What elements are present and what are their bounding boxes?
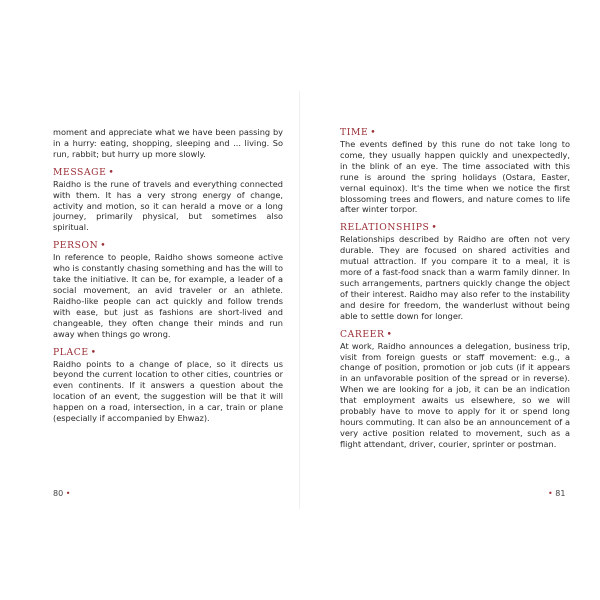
heading-bullet: • <box>386 328 393 340</box>
heading-text: PLACE <box>53 346 89 358</box>
heading-text: TIME <box>340 127 369 138</box>
heading-bullet: • <box>100 240 107 252</box>
folio-bullet: • <box>548 489 553 498</box>
section-body-relationships: Relationships described by Raidho are often not very durable. They are focused on shared activities and mutual attraction. If you compare it to a meal, it is more of a fast-food snack than a warm family dinner. In such arrangements, partners quickly change the object of their interest. Raidho may also refer to the instability and desire for freedom, the wanderlust without being able to settle down for longer. <box>340 234 570 321</box>
section-body-person: In reference to people, Raidho shows someone active who is constantly chasing something and has the will to take the initiative. It can be, for example, a leader of a social movement, an avid traveler or an athlete. Raidho-like people can act quickly and follow trends with ease, but just as fashions are short-lived and changeable, they often change their minds and run away when things go wrong. <box>53 252 283 339</box>
section-heading-relationships <box>340 222 570 233</box>
heading-bullet: • <box>370 127 377 138</box>
left-page <box>53 127 283 431</box>
heading-text: CAREER <box>340 328 385 340</box>
heading-text: RELATIONSHIPS <box>340 222 430 234</box>
left-intro-paragraph: moment and appreciate what we have been passing by in a hurry: eating, shopping, sleeping and ... living. So run, rabbit; but hurry up more slowly. <box>53 127 283 159</box>
section-heading-person <box>53 240 283 251</box>
right-page <box>340 127 570 457</box>
heading-bullet: • <box>431 222 438 234</box>
section-heading-message <box>53 167 283 178</box>
heading-text: MESSAGE <box>53 166 107 178</box>
section-heading-place <box>53 347 283 358</box>
page-number-left <box>53 489 70 498</box>
heading-text: PERSON <box>53 240 99 252</box>
section-body-place: Raidho points to a change of place, so it directs us beyond the current location to other cities, countries or even continents. If it answers a question about the location of an event, the suggestion will be that it will happen on a road, intersection, in a car, train or plane (especially if accompanied by Ehwaz). <box>53 358 283 424</box>
section-body-message: Raidho is the rune of travels and everything connected with them. It has a very strong energy of change, activity and motion, so it can herald a move or a long journey, primarily physical, but sometimes also spiritual. <box>53 178 283 233</box>
section-heading-time <box>340 127 570 138</box>
heading-bullet: • <box>90 346 97 358</box>
section-body-time: The events defined by this rune do not take long to come, they usually happen quickly and unexpectedly, in the blink of an eye. The time associated with this rune is around the spring holidays (Ostara, Easter, vernal equinox). It's the time when we notice the first blossoming trees and flowers, and nature comes to life after winter torpor. <box>340 139 570 215</box>
folio-bullet: • <box>65 489 71 498</box>
section-body-career: At work, Raidho announces a delegation, business trip, visit from foreign guests or staff movement: e.g., a change of position, promotion or job cuts (if it appears in an unfavorable position of the spread or in reverse). When we are looking for a job, it can be an indication that employment awaits us elsewhere, so we will probably have to move to apply for it or spend long hours commuting. It can also be an announcement of a very active position related to movement, such as a flight attendant, driver, courier, sprinter or postman. <box>340 340 570 449</box>
page-number-text: 81 <box>555 489 566 498</box>
page-number-right <box>548 489 565 498</box>
page-number-text: 80 <box>53 489 64 498</box>
section-heading-career <box>340 329 570 340</box>
page-gutter <box>299 91 300 509</box>
heading-bullet: • <box>108 166 115 178</box>
